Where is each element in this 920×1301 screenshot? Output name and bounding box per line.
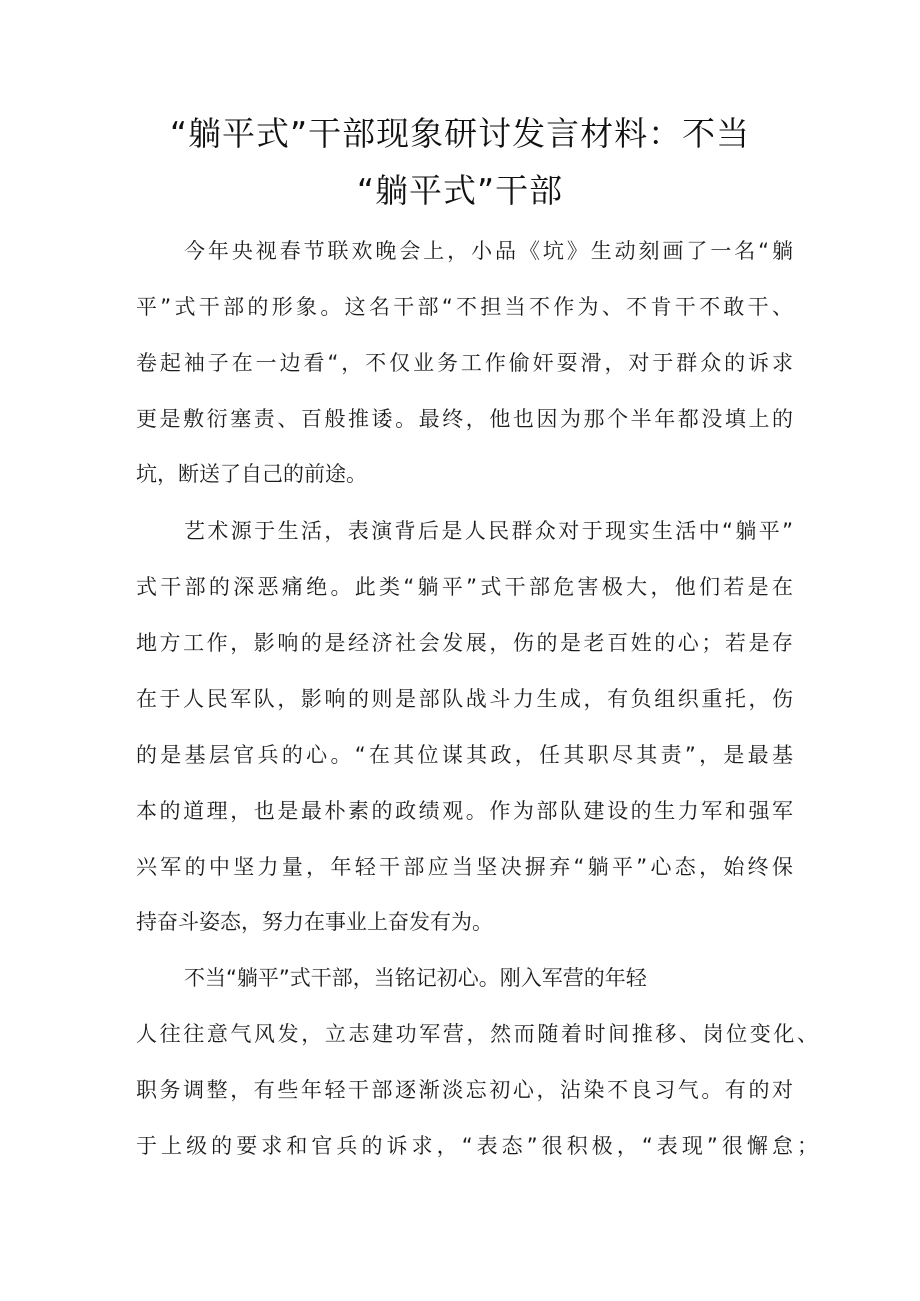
paragraph-line: 平”式干部的形象。这名干部“不担当不作为、不肯干不敢干、 bbox=[136, 295, 793, 319]
document-title-line-1: “躺平式”干部现象研讨发言材料：不当 bbox=[169, 114, 751, 153]
paragraph-line: 地方工作，影响的是经济社会发展，伤的是老百姓的心；若是存 bbox=[136, 631, 793, 655]
paragraph-line: 的是基层官兵的心。“在其位谋其政，任其职尽其责”，是最基 bbox=[136, 743, 793, 767]
paragraph-line: 更是敷衍塞责、百般推诿。最终，他也因为那个半年都没填上的 bbox=[136, 407, 793, 431]
paragraph-line: 坑，断送了自己的前途。 bbox=[136, 462, 367, 486]
paragraph-line: 卷起袖子在一边看“，不仅业务工作偷奸耍滑，对于群众的诉求 bbox=[136, 351, 793, 375]
paragraph-line: 兴军的中坚力量，年轻干部应当坚决摒弃“躺平”心态，始终保 bbox=[136, 855, 793, 879]
paragraph-line: 职务调整，有些年轻干部逐渐淡忘初心，沾染不良习气。有的对 bbox=[136, 1078, 793, 1102]
document-title-line-2: “躺平式”干部 bbox=[356, 171, 564, 210]
paragraph-line: 本的道理，也是最朴素的政绩观。作为部队建设的生力军和强军 bbox=[136, 799, 793, 823]
paragraph-line: 在于人民军队，影响的则是部队战斗力生成，有负组织重托，伤 bbox=[136, 687, 793, 711]
paragraph-line: 持奋斗姿态，努力在事业上奋发有为。 bbox=[136, 910, 493, 934]
paragraph-line: 今年央视春节联欢晚会上，小品《坑》生动刻画了一名“躺 bbox=[184, 239, 793, 263]
paragraph-line: 不当“躺平”式干部，当铭记初心。刚入军营的年轻 bbox=[184, 966, 647, 990]
paragraph-line: 人往往意气风发，立志建功军营，然而随着时间推移、岗位变化、 bbox=[136, 1022, 818, 1046]
paragraph-line: 艺术源于生活，表演背后是人民群众对于现实生活中“躺平” bbox=[184, 519, 793, 543]
paragraph-line: 于上级的要求和官兵的诉求，“表态”很积极，“表现”很懈怠； bbox=[136, 1134, 818, 1158]
paragraph-line: 式干部的深恶痛绝。此类“躺平”式干部危害极大，他们若是在 bbox=[136, 575, 793, 599]
